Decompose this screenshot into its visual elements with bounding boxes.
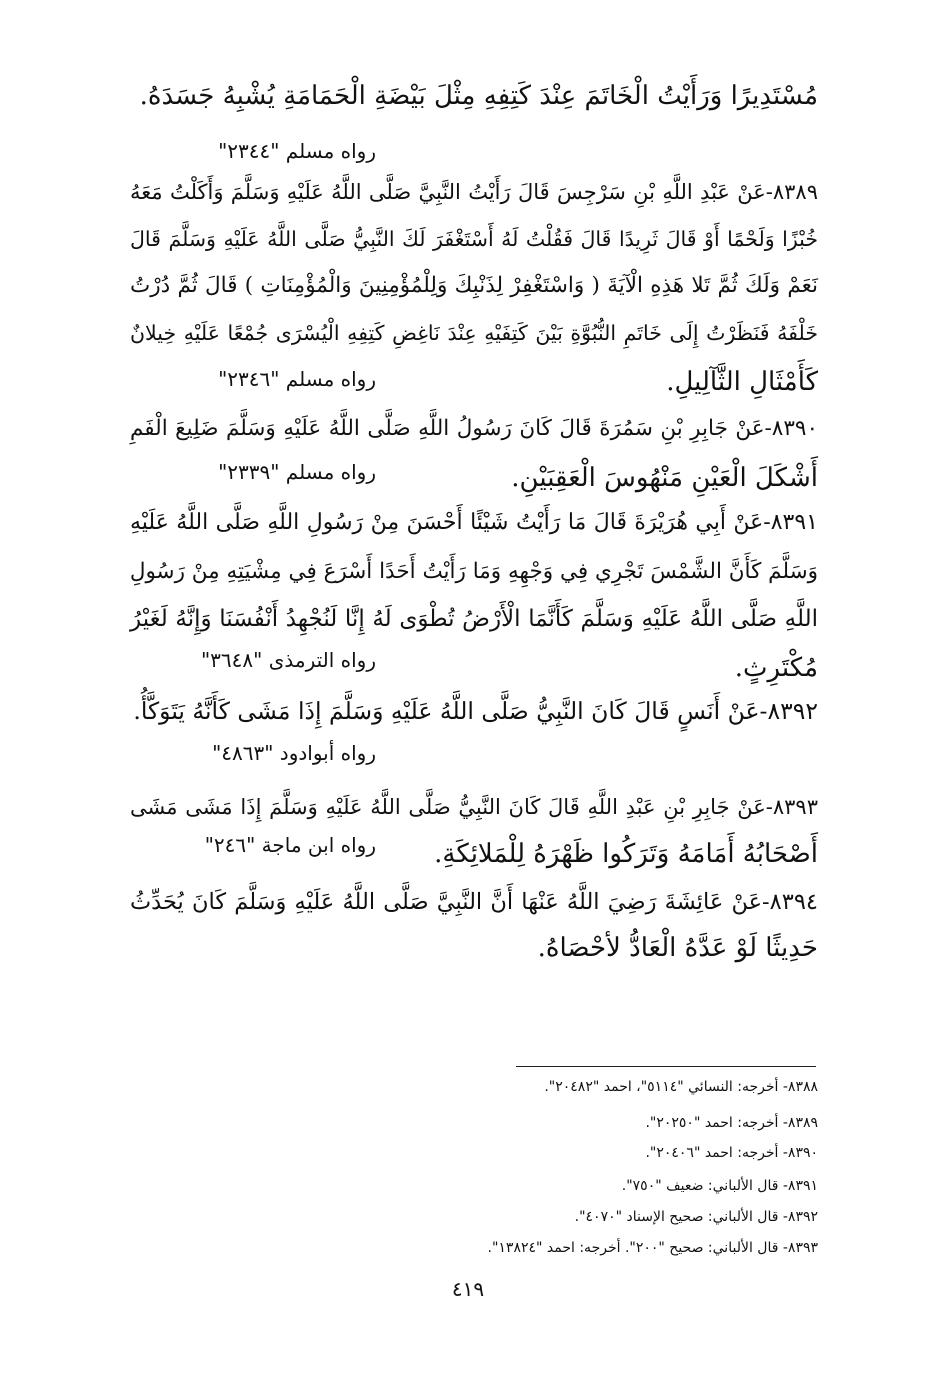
- hadith-reference: رواه ابن ماجة "٢٤٦": [204, 833, 376, 857]
- text-line: خُبْزًا وَلَحْمًا أَوْ قَالَ ثَرِيدًا قَالَ فَقُلْتُ لَهُ أَسْتَغْفَرَ لَكَ النَّبِيُّ صَلَّى اللَّهُ عَلَيْهِ وَسَلَّمَ قَالَ: [130, 227, 818, 251]
- hadith-reference: رواه مسلم "٢٣٣٩": [218, 460, 376, 484]
- text-line: كَأَمْثَالِ الثَّآلِيلِ.: [666, 367, 818, 397]
- text-line: وَسَلَّمَ كَأَنَّ الشَّمْسَ تَجْرِي فِي وَجْهِهِ وَمَا رَأَيْتُ أَحَدًا أَسْرَعَ فِي مِشْيَتِهِ مِنْ رَسُولِ: [129, 559, 818, 584]
- text-line: مُسْتَدِيرًا وَرَأَيْتُ الْخَاتَمَ عِنْدَ كَتِفِهِ مِثْلَ بَيْضَةِ الْحَمَامَةِ يُشْبِهُ جَسَدَهُ.: [139, 81, 818, 111]
- text-line: اللَّهِ صَلَّى اللَّهُ عَلَيْهِ وَسَلَّمَ كَأَنَّمَا الْأَرْضُ تُطْوَى لَهُ إِنَّا لَنُجْهِدُ أَنْفُسَنَا وَإِنَّهُ لَغَيْرُ: [130, 606, 818, 632]
- hadith-reference: رواه مسلم "٢٣٤٤": [218, 139, 376, 163]
- text-line: خَلْفَهُ فَنَظَرْتُ إِلَى خَاتَمِ النُّبُوَّةِ بَيْنَ كَتِفَيْهِ عِنْدَ نَاغِضِ كَتِفِهِ الْيُسْرَى جُمْعًا عَلَيْهِ خِيلانٌ: [130, 321, 818, 345]
- text-line: أَشْكَلَ الْعَيْنِ مَنْهُوسَ الْعَقِبَيْنِ.: [511, 463, 818, 493]
- hadith-reference: رواه مسلم "٢٣٤٦": [218, 367, 376, 391]
- hadith-8392-line: ٨٣٩٢-عَنْ أَنَسٍ قَالَ كَانَ النَّبِيُّ صَلَّى اللَّهُ عَلَيْهِ وَسَلَّمَ إِذَا مَشَى كَأَنَّهُ يَتَوَكَّأُ.: [133, 697, 818, 725]
- hadith-reference: رواه الترمذى "٣٦٤٨": [200, 648, 376, 672]
- text-line: نَعَمْ وَلَكَ ثُمَّ تَلا هَذِهِ الْآيَةَ ( وَاسْتَغْفِرْ لِذَنْبِكَ وَلِلْمُؤْمِنِينَ وَالْمُؤْمِنَاتِ ) قَالَ ثُمَّ دُرْتُ: [130, 273, 818, 298]
- hadith-8393-line: ٨٣٩٣-عَنْ جَابِرِ بْنِ عَبْدِ اللَّهِ قَالَ كَانَ النَّبِيُّ صَلَّى اللَّهُ عَلَيْهِ وَسَلَّمَ إِذَا مَشَى مَشَى: [130, 795, 818, 819]
- hadith-8391-line: ٨٣٩١-عَنْ أَبِي هُرَيْرَةَ قَالَ مَا رَأَيْتُ شَيْئًا أَحْسَنَ مِنْ رَسُولِ اللَّهِ صَلَّى اللَّهُ عَلَيْهِ: [130, 510, 818, 535]
- hadith-reference: رواه أبوادود "٤٨٦٣": [212, 741, 376, 765]
- text-line: حَدِيثًا لَوْ عَدَّهُ الْعَادُّ لأحْصَاهُ.: [537, 933, 818, 963]
- footnote-separator: [516, 1066, 816, 1067]
- footnote: ٨٣٩١- قال الألباني: ضعيف "٧٥٠".: [621, 1178, 818, 1194]
- footnote: ٨٣٨٨- أخرجه: النسائي "٥١١٤"، احمد "٢٠٤٨٢".: [544, 1079, 818, 1095]
- footnote: ٨٣٩٣- قال الألباني: صحيح "٢٠٠". أخرجه: احمد "١٣٨٢٤".: [487, 1240, 818, 1256]
- footnote: ٨٣٩٠- أخرجه: احمد "٢٠٤٠٦".: [645, 1145, 818, 1161]
- page-number: ٤١٩: [451, 1277, 485, 1301]
- footnote: ٨٣٩٢- قال الألباني: صحيح الإسناد "٤٠٧٠".: [574, 1209, 818, 1225]
- text-line: أَصْحَابُهُ أَمَامَهُ وَتَرَكُوا ظَهْرَهُ لِلْمَلائِكَةِ.: [434, 839, 818, 869]
- hadith-8394-line: ٨٣٩٤-عَنْ عَائِشَةَ رَضِيَ اللَّهُ عَنْهَا أَنَّ النَّبِيَّ صَلَّى اللَّهُ عَلَيْهِ وَسَلَّمَ كَانَ يُحَدِّثُ: [130, 889, 818, 915]
- footnote: ٨٣٨٩- أخرجه: احمد "٢٠٢٥٠".: [645, 1115, 818, 1131]
- hadith-8390-line: ٨٣٩٠-عَنْ جَابِرِ بْنِ سَمُرَةَ قَالَ كَانَ رَسُولُ اللَّهِ صَلَّى اللَّهُ عَلَيْهِ وَسَلَّمَ ضَلِيعَ الْفَمِ: [130, 416, 818, 441]
- text-line: مُكْتَرِثٍ.: [734, 653, 818, 683]
- hadith-8389-line: ٨٣٨٩-عَنْ عَبْدِ اللَّهِ بْنِ سَرْجِسَ قَالَ رَأَيْتُ النَّبِيَّ صَلَّى اللَّهُ عَلَيْهِ وَسَلَّمَ وَأَكَلْتُ مَعَهُ: [130, 180, 818, 204]
